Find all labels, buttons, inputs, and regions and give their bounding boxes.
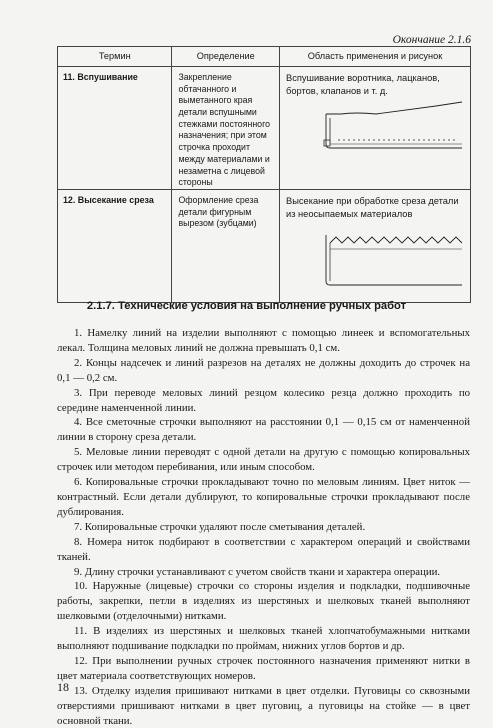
area-cell bbox=[280, 67, 471, 190]
continuation-label: Окончание 2.1.6 bbox=[392, 34, 471, 46]
paragraph: 6. Копировальные строчки прокладывают точно по меловым линиям. Цвет ниток — контрастный. Если детали дублируют, то копировальные строчки прокладывают после дублирования. bbox=[57, 476, 470, 518]
paragraph: 9. Длину строчки устанавливают с учетом свойств ткани и характера операции. bbox=[74, 565, 441, 578]
section-title: 2.1.7. Технические условия на выполнение ручных работ bbox=[86, 300, 407, 312]
paragraph: 10. Наружные (лицевые) строчки со стороны изделия и подкладки, подшивочные работы, закрепки, петли в изделиях из шерстяных и шелковых тканей выполняют шелковыми (отделочными) нитками. bbox=[57, 580, 470, 623]
table-header-row bbox=[58, 47, 471, 67]
page-number: 18 bbox=[57, 680, 69, 694]
paragraph: 7. Копировальные строчки удаляют после сметывания деталей. bbox=[74, 520, 366, 533]
term-cell: 11. Вспушивание bbox=[58, 67, 172, 190]
table-row bbox=[58, 189, 471, 302]
paragraph: 11. В изделиях из шерстяных и шелковых тканей хлопчатобумажными нитками выполняют подшивание подкладки по проймам, нижних углов бортов и др. bbox=[57, 625, 470, 653]
paragraph: 12. При выполнении ручных строчек постоянного назначения применяют нитки в цвет материала соответствующих номеров. bbox=[57, 654, 470, 682]
paragraph: 3. При переводе меловых линий резцом колесико резца должно проходить по середине наменченной линии. bbox=[57, 386, 470, 414]
paragraph: 2. Концы надсечек и линий разрезов на деталях не должны доходить до строчек на 0,1 — 0,2 см. bbox=[57, 356, 470, 384]
paragraph: 4. Все сметочные строчки выполняют на расстоянии 0,1 — 0,15 см от наменченной линии в сторону среза детали. bbox=[57, 416, 470, 444]
table-row bbox=[58, 67, 471, 190]
term-cell: 12. Высекание среза bbox=[58, 189, 172, 302]
definition-cell: Закрепление обтачанного и выметанного края детали вспушными стежками постоянного назначения; при этом строчка проходит между материалами и незаметна с лицевой стороны bbox=[172, 67, 280, 190]
definition-cell: Оформление среза детали фигурным вырезом (зубцами) bbox=[172, 189, 280, 302]
paragraph: 5. Меловые линии переводят с одной детали на другую с помощью копировальных строчек или методом перебивания, или иным способом. bbox=[57, 446, 470, 474]
area-cell bbox=[280, 189, 471, 302]
paragraph: 13. Отделку изделия пришивают нитками в цвет отделки. Пуговицы со сквозными отверстиями пришивают нитками в цвет пуговиц, а пуговицы на стойке — в цвет основной ткани. bbox=[57, 684, 470, 727]
area-text: Высекание при обработке среза детали из неосыпаемых материалов bbox=[286, 195, 459, 219]
felling-stitch-illustration bbox=[286, 100, 466, 158]
terms-table bbox=[57, 46, 471, 303]
pinked-edge-illustration bbox=[286, 223, 466, 289]
area-text: Вспушивание воротника, лацканов, бортов, клапанов и т. д. bbox=[286, 73, 440, 97]
header-area: Область применения и рисунок bbox=[280, 47, 471, 67]
header-term: Термин bbox=[58, 47, 172, 67]
paragraph: 1. Намелку линий на изделии выполняют с помощью линеек и вспомогательных лекал. Толщина меловых линий не должна превышать 0,1 см. bbox=[57, 327, 470, 354]
header-definition: Определение bbox=[172, 47, 280, 67]
body-text bbox=[57, 326, 470, 728]
paragraph: 8. Номера ниток подбирают в соответствии с характером операций и свойствами тканей. bbox=[57, 535, 470, 563]
